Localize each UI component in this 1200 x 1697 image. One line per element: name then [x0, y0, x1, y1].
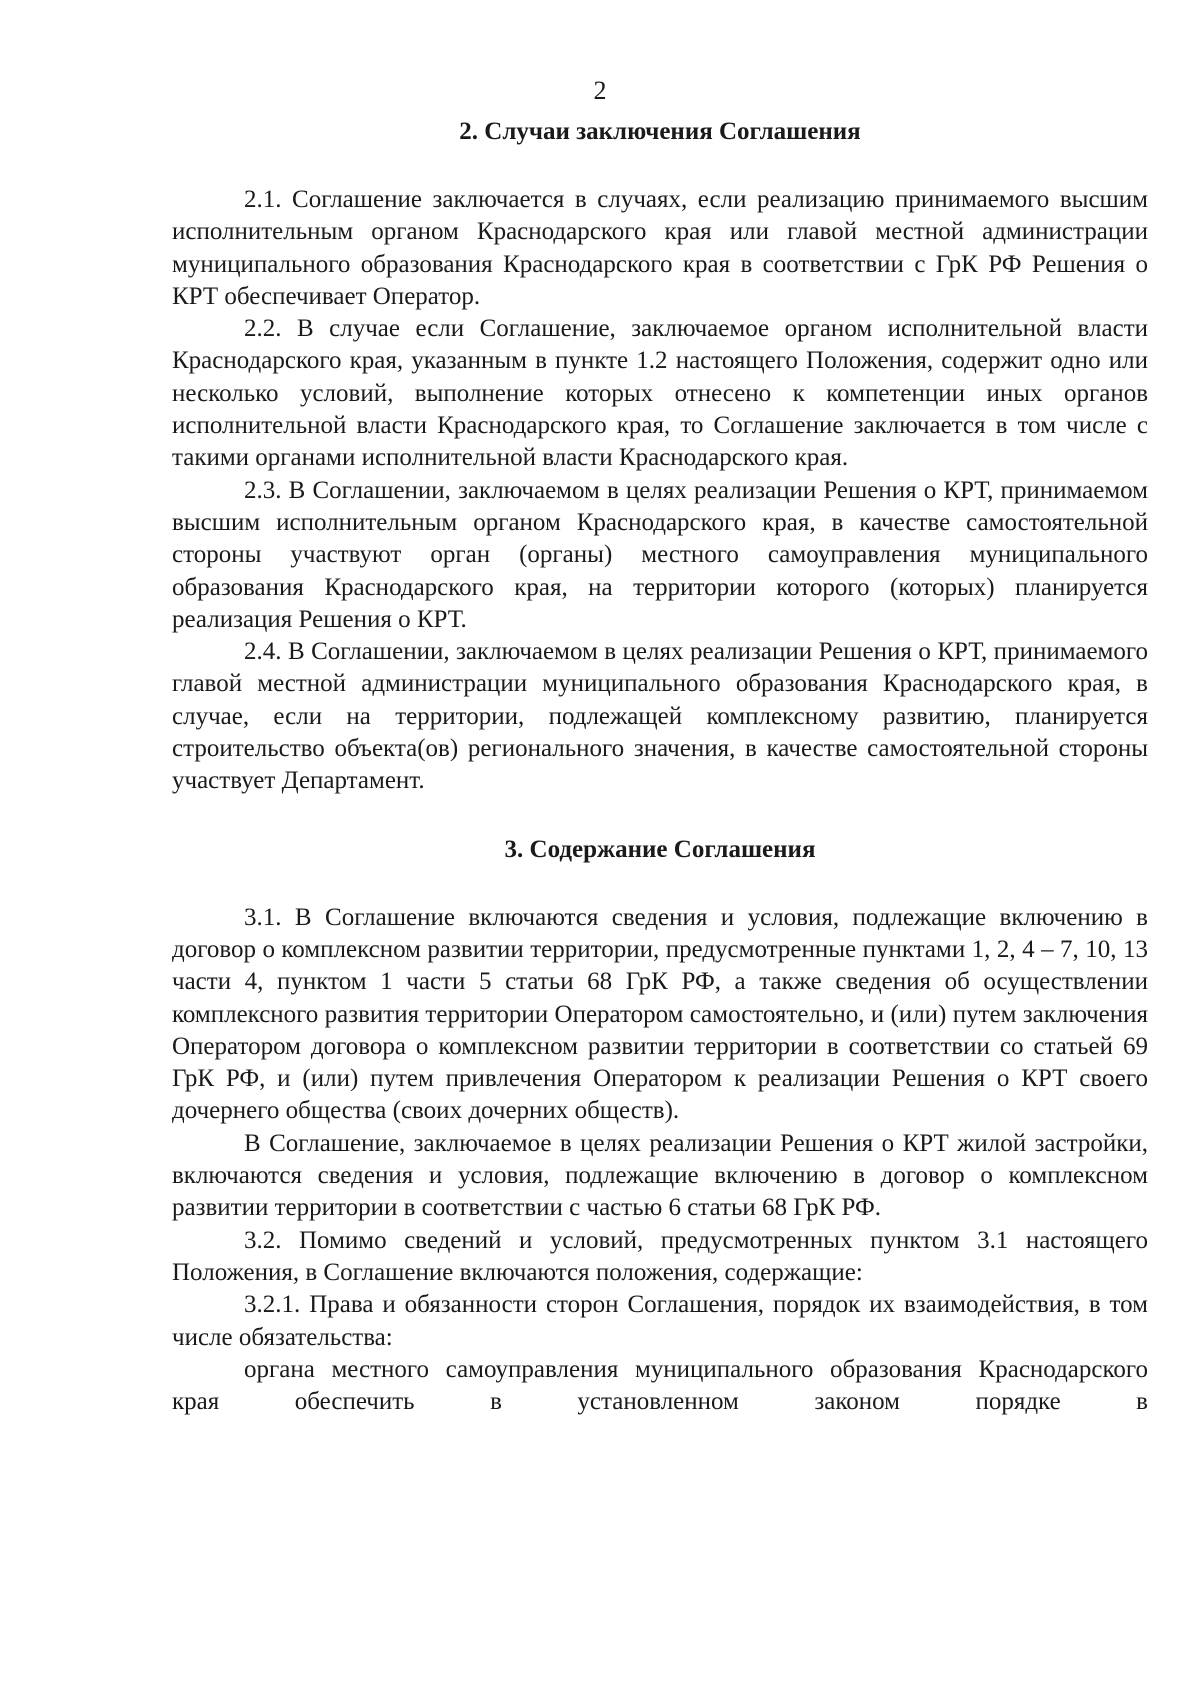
paragraph-3-2: 3.2. Помимо сведений и условий, предусмотренных пунктом 3.1 настоящего Положения, в Соглашение включаются положения, содержащие:: [172, 1226, 1148, 1286]
paragraph-3-1-b: В Соглашение, заключаемое в целях реализации Решения о КРТ жилой застройки, включаются сведения и условия, подлежащие включению в договор о комплексном развитии территории в соответствии с частью 6 статьи 68 ГрК РФ.: [172, 1129, 1148, 1222]
section-3-title: 3. Содержание Соглашения: [504, 835, 816, 863]
paragraph-2-2: 2.2. В случае если Соглашение, заключаемое органом исполнительной власти Краснодарского края, указанным в пункте 1.2 настоящего Положения, содержит одно или несколько условий, выполнение которых отнесено к компетенции иных органов исполнительной власти Краснодарского края, то Соглашение заключается в том числе с такими органами исполнительной власти Краснодарского края.: [172, 315, 1148, 472]
paragraph-3-2-1: 3.2.1. Права и обязанности сторон Соглашения, порядок их взаимодействия, в том числе обязательства:: [172, 1291, 1148, 1351]
page-number: 2: [593, 76, 607, 105]
document-body: [172, 116, 1148, 1418]
paragraph-2-3: 2.3. В Соглашении, заключаемом в целях реализации Решения о КРТ, принимаемом высшим исполнительным органом Краснодарского края, в качестве самостоятельной стороны участвуют орган (органы) местного самоуправления муниципального образования Краснодарского края, на территории которого (которых) планируется реализация Решения о КРТ.: [172, 476, 1148, 633]
paragraph-3-1: 3.1. В Соглашение включаются сведения и условия, подлежащие включению в договор о комплексном развитии территории, предусмотренные пунктами 1, 2, 4 – 7, 10, 13 части 4, пунктом 1 части 5 статьи 68 ГрК РФ, а также сведения об осуществлении комплексного развития территории Оператором самостоятельно, и (или) путем заключения Оператором договора о комплексном развитии территории в соответствии со статьей 69 ГрК РФ, и (или) путем привлечения Оператором к реализации Решения о КРТ своего дочернего общества (своих дочерних обществ).: [172, 903, 1148, 1125]
paragraph-2-1: 2.1. Соглашение заключается в случаях, если реализацию принимаемого высшим исполнительным органом Краснодарского края или главой местной администрации муниципального образования Краснодарского края в соответствии с ГрК РФ Решения о КРТ обеспечивает Оператор.: [172, 186, 1148, 310]
paragraph-3-2-1-a: органа местного самоуправления муниципального образования Краснодарского края обеспечить в установленном законом порядке в: [172, 1355, 1148, 1416]
section-2-title: 2. Случаи заключения Соглашения: [459, 118, 861, 145]
paragraph-2-4: 2.4. В Соглашении, заключаемом в целях реализации Решения о КРТ, принимаемого главой местной администрации муниципального образования Краснодарского края, в случае, если на территории, подлежащей комплексному развитию, планируется строительство объекта(ов) регионального значения, в качестве самостоятельной стороны участвует Департамент.: [172, 638, 1148, 795]
